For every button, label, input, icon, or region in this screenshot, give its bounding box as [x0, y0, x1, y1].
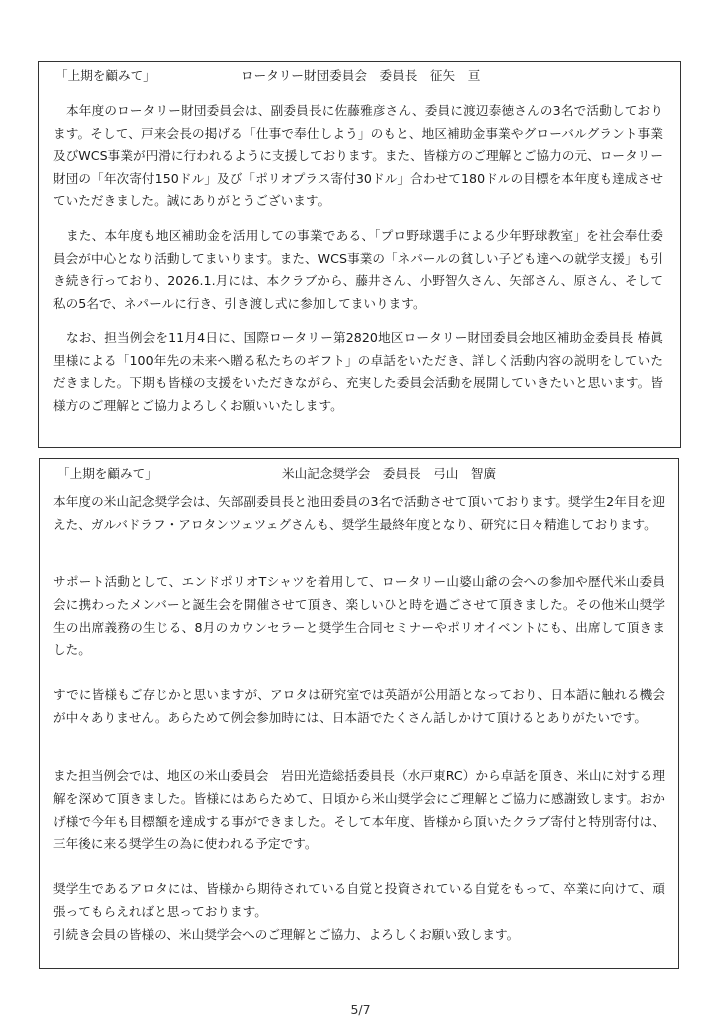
- section-paragraph-group: [53, 878, 665, 946]
- section-paragraph: また担当例会では、地区の米山委員会 岩田光造総括委員長（水戸東RC）から卓話を頂き、米山に対する理解を深めて頂きました。皆様にはあらためて、日頃から米山奨学会にご理解とご協力に感謝致します。おかげ様で今年も目標額を達成する事ができました。そして本年度、皆様から頂いたクラブ寄付と特別寄付は、三年後に来る奨学生の為に使われる予定です。: [53, 768, 665, 852]
- section-paragraph: 奨学生であるアロタには、皆様から期待されている自覚と投資されている自覚をもって、卒業に向けて、頑張ってもらえればと思っております。: [53, 881, 665, 919]
- section-paragraph: なお、担当例会を11月4日に、国際ロータリー第2820地区ロータリー財団委員会地区補助金委員長 椿眞里様による「100年先の未来へ贈る私たちのギフト」の卓話をいただき、詳しく活動内容の説明をしていただきました。下期も皆様の支援をいただきながら、充実した委員会活動を展開していきたいと思います。皆様方のご理解とご協力よろしくお願いいたします。: [53, 330, 663, 413]
- section-paragraph: 引続き会員の皆様の、米山奨学会へのご理解とご協力、よろしくお願い致します。: [53, 926, 520, 942]
- section-tag: 「上期を顧みて」: [57, 466, 158, 481]
- section-paragraph: すでに皆様もご存じかと思いますが、アロタは研究室では英語が公用語となっており、日本語に触れる機会が中々ありません。あらためて例会参加時には、日本語でたくさん話しかけて頂けるとありがたいです。: [53, 687, 665, 725]
- section-paragraph: また、本年度も地区補助金を活用しての事業である、「プロ野球選手による少年野球教室」を社会奉仕委員会が中心となり活動してまいります。また、WCS事業の「ネパールの貧しい子ども達への就学支援」も引き続き行っており、2026.1.月には、本クラブから、藤井さん、小野智久さん、矢部さん、原さん、そして私の5名で、ネパールに行き、引き渡し式に参加してまいります。: [53, 228, 663, 311]
- section-paragraph: 本年度の米山記念奨学会は、矢部副委員長と池田委員の3名で活動させて頂いております。奨学生2年目を迎えた、ガルバドラフ・アロタンツェツェグさんも、奨学生最終年度となり、研究に日々精進しております。: [53, 494, 665, 532]
- section-paragraph: 本年度のロータリー財団委員会は、副委員長に佐藤雅彦さん、委員に渡辺泰徳さんの3名で活動しております。そして、戸来会長の掲げる「仕事で奉仕しよう」のもと、地区補助金事業やグローバルグラント事業及びWCS事業が円滑に行われるように支援しております。また、皆様方のご理解とご協力の元、ロータリー財団の「年次寄付150ドル」及び「ポリオプラス寄付30ドル」合わせて180ドルの目標を本年度も達成させていただきました。誠にありがとうございます。: [53, 103, 663, 209]
- section-paragraph: サポート活動として、エンドポリオTシャツを着用して、ロータリー山婆山爺の会への参加や歴代米山委員会に携わったメンバーと誕生会を開催させて頂き、楽しいひと時を過ごさせて頂きました。その他米山奨学生の出席義務の生じる、8月のカウンセラーと奨学生合同セミナーやポリオイベントにも、出席して頂きました。: [53, 574, 665, 658]
- yoneyama-scholarship-section: [39, 458, 679, 969]
- section-tag: 「上期を顧みて」: [55, 68, 156, 83]
- foundation-committee-section: [38, 61, 681, 448]
- section-author: ロータリー財団委員会 委員長 征矢 亘: [241, 68, 481, 83]
- section-author: 米山記念奨学会 委員長 弓山 智廣: [282, 466, 497, 481]
- page-number: 5/7: [350, 1002, 371, 1017]
